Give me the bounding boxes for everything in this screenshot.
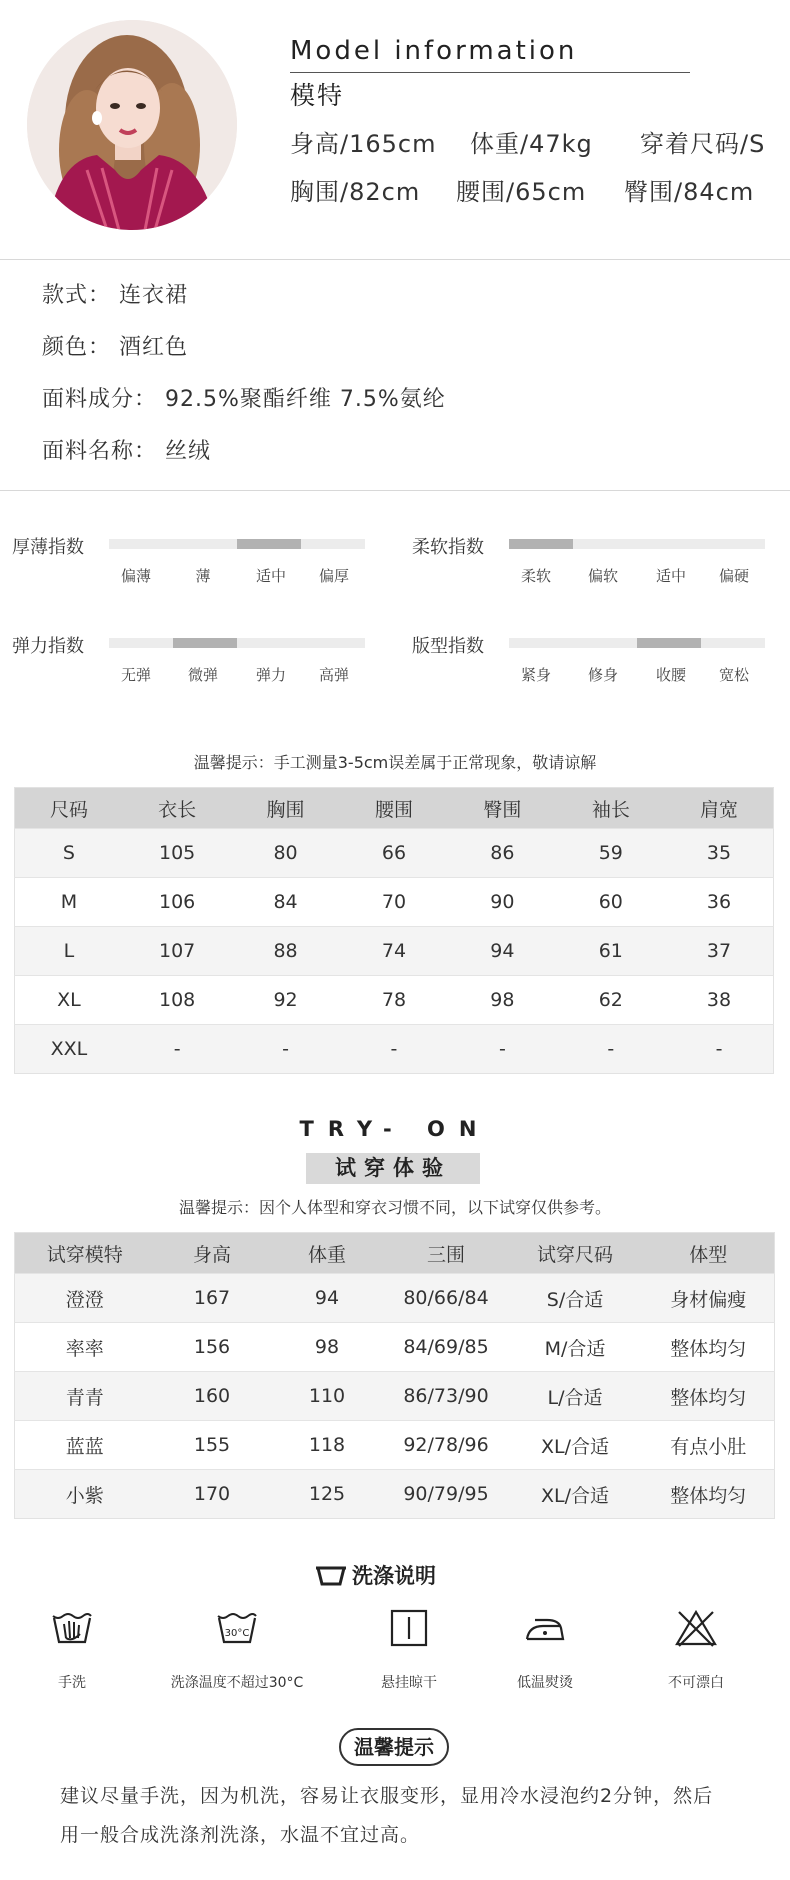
index-track [109, 638, 365, 648]
wash-item-label: 不可漂白 [668, 1675, 724, 1691]
table-cell: 92 [231, 976, 339, 1025]
table-cell: 62 [557, 976, 665, 1025]
table-cell: S [15, 829, 123, 878]
table-cell: XL [15, 976, 123, 1025]
column-header: 体型 [643, 1233, 775, 1274]
table-cell: L [15, 927, 123, 976]
table-row [15, 1025, 774, 1074]
index-option: 无弹 [120, 666, 152, 684]
product-style: 款式： 连衣裙 [42, 283, 188, 308]
table-cell: - [340, 1025, 448, 1074]
wash-item-hand-wash [0, 1608, 157, 1692]
column-header: 胸围 [231, 788, 339, 829]
index-option: 薄 [195, 567, 211, 585]
table-cell: 92/78/96 [385, 1421, 508, 1470]
product-color: 颜色： 酒红色 [42, 335, 188, 360]
column-header: 尺码 [15, 788, 123, 829]
wash-item-low-iron [460, 1608, 630, 1692]
model-photo-illustration [27, 20, 237, 230]
index-label: 版型指数 [412, 636, 484, 657]
table-cell: 整体均匀 [643, 1470, 775, 1519]
tryon-table-header [15, 1233, 775, 1274]
product-fabric-name: 面料名称： 丝绒 [42, 439, 211, 464]
tryon-title-cn: 试穿体验 [306, 1153, 480, 1184]
table-cell: 106 [123, 878, 231, 927]
column-header: 体重 [270, 1233, 385, 1274]
wash-title-text: 洗涤说明 [352, 1564, 436, 1588]
index-selected-marker [637, 638, 701, 648]
table-cell: XL/合适 [508, 1421, 643, 1470]
table-cell: 整体均匀 [643, 1323, 775, 1372]
table-row [15, 1470, 775, 1519]
index-option: 偏硬 [718, 567, 750, 585]
table-cell: 澄澄 [15, 1274, 155, 1323]
table-cell: 94 [448, 927, 556, 976]
index-option: 宽松 [718, 666, 750, 684]
tryon-tip: 温馨提示：因个人体型和穿衣习惯不同，以下试穿仅供参考。 [178, 1198, 611, 1217]
index-option: 偏软 [587, 567, 619, 585]
wash-temp-icon-text: 30°C [224, 1628, 250, 1639]
size-table [14, 787, 774, 1074]
table-cell: 94 [270, 1274, 385, 1323]
index-selected-marker [509, 539, 573, 549]
table-cell: 108 [123, 976, 231, 1025]
model-info-section [0, 0, 790, 258]
wash-item-no-bleach [611, 1608, 781, 1692]
size-table-header [15, 788, 774, 829]
table-cell: 105 [123, 829, 231, 878]
table-cell: 59 [557, 829, 665, 878]
table-cell: M [15, 878, 123, 927]
index-option: 高弹 [318, 666, 350, 684]
index-selected-marker [173, 638, 237, 648]
index-label: 柔软指数 [412, 537, 484, 558]
column-header: 身高 [155, 1233, 270, 1274]
index-option: 偏厚 [318, 567, 350, 585]
table-row [15, 1421, 775, 1470]
table-cell: 80/66/84 [385, 1274, 508, 1323]
wash-title [316, 1560, 436, 1590]
table-row [15, 829, 774, 878]
table-cell: 70 [340, 878, 448, 927]
table-row [15, 1372, 775, 1421]
column-header: 试穿模特 [15, 1233, 155, 1274]
model-waist: 腰围/65cm [456, 178, 587, 206]
wash-basin-icon [316, 1563, 346, 1587]
table-cell: L/合适 [508, 1372, 643, 1421]
table-cell: 35 [665, 829, 773, 878]
model-hip: 臀围/84cm [624, 178, 755, 206]
table-cell: - [665, 1025, 773, 1074]
size-table-body [15, 829, 774, 1074]
column-header: 试穿尺码 [508, 1233, 643, 1274]
index-option: 柔软 [520, 567, 552, 585]
size-table-tip: 温馨提示：手工测量3-5cm误差属于正常现象，敬请谅解 [193, 753, 597, 772]
table-cell: 身材偏瘦 [643, 1274, 775, 1323]
tryon-table [14, 1232, 775, 1519]
wash-item-label: 悬挂晾干 [381, 1675, 437, 1691]
table-cell: 84/69/85 [385, 1323, 508, 1372]
model-height: 身高/165cm [290, 130, 437, 158]
wash-item-label: 洗涤温度不超过30°C [170, 1675, 304, 1691]
table-cell: 107 [123, 927, 231, 976]
table-cell: 155 [155, 1421, 270, 1470]
table-cell: XL/合适 [508, 1470, 643, 1519]
table-cell: 率率 [15, 1323, 155, 1372]
wash-temp-icon [215, 1608, 259, 1648]
table-cell: 90 [448, 878, 556, 927]
table-cell: 36 [665, 878, 773, 927]
index-label: 弹力指数 [12, 636, 84, 657]
table-cell: 84 [231, 878, 339, 927]
product-fabric: 面料成分： 92.5%聚酯纤维 7.5%氨纶 [42, 387, 446, 412]
index-option: 偏薄 [120, 567, 152, 585]
table-cell: 78 [340, 976, 448, 1025]
table-row [15, 878, 774, 927]
warm-tip-title: 温馨提示 [339, 1728, 449, 1766]
table-cell: - [557, 1025, 665, 1074]
index-selected-marker [237, 539, 301, 549]
tryon-title-en: TRY- ON [299, 1117, 491, 1141]
table-cell: 80 [231, 829, 339, 878]
table-cell: M/合适 [508, 1323, 643, 1372]
model-title-en: Model information [290, 36, 578, 66]
index-option: 微弹 [187, 666, 219, 684]
index-track [509, 638, 765, 648]
model-avatar [27, 20, 237, 230]
index-option: 弹力 [255, 666, 287, 684]
wash-item-label: 低温熨烫 [517, 1675, 573, 1691]
table-cell: 38 [665, 976, 773, 1025]
table-cell: 整体均匀 [643, 1372, 775, 1421]
table-cell: 88 [231, 927, 339, 976]
table-cell: - [448, 1025, 556, 1074]
table-cell: 98 [270, 1323, 385, 1372]
no-bleach-icon [674, 1608, 718, 1648]
table-cell: 98 [448, 976, 556, 1025]
table-row [15, 1274, 775, 1323]
index-track [509, 539, 765, 549]
table-cell: 90/79/95 [385, 1470, 508, 1519]
model-size: 穿着尺码/S [640, 130, 766, 158]
column-header: 袖长 [557, 788, 665, 829]
wash-item-label: 手洗 [58, 1675, 86, 1691]
model-title-rule [290, 72, 690, 73]
hand-wash-icon [50, 1608, 94, 1648]
divider [0, 259, 790, 260]
table-cell: 60 [557, 878, 665, 927]
table-cell: 74 [340, 927, 448, 976]
table-cell: 86/73/90 [385, 1372, 508, 1421]
column-header: 衣长 [123, 788, 231, 829]
table-cell: 有点小肚 [643, 1421, 775, 1470]
column-header: 肩宽 [665, 788, 773, 829]
table-cell: XXL [15, 1025, 123, 1074]
model-title-cn: 模特 [290, 81, 345, 110]
warm-tip-line-2: 用一般合成洗涤剂洗涤，水温不宜过高。 [60, 1824, 421, 1846]
index-track [109, 539, 365, 549]
low-iron-icon [523, 1608, 567, 1648]
tryon-table-body [15, 1274, 775, 1519]
wash-item-temp [152, 1608, 322, 1692]
model-bust: 胸围/82cm [290, 178, 421, 206]
table-cell: 125 [270, 1470, 385, 1519]
index-option: 修身 [587, 666, 619, 684]
table-cell: 156 [155, 1323, 270, 1372]
table-cell: 66 [340, 829, 448, 878]
table-row [15, 927, 774, 976]
column-header: 臀围 [448, 788, 556, 829]
table-cell: 61 [557, 927, 665, 976]
table-cell: S/合适 [508, 1274, 643, 1323]
table-cell: 170 [155, 1470, 270, 1519]
column-header: 三围 [385, 1233, 508, 1274]
index-option: 紧身 [520, 666, 552, 684]
table-row [15, 976, 774, 1025]
table-cell: 蓝蓝 [15, 1421, 155, 1470]
table-cell: 167 [155, 1274, 270, 1323]
index-label: 厚薄指数 [12, 537, 84, 558]
index-option: 收腰 [655, 666, 687, 684]
table-cell: 小紫 [15, 1470, 155, 1519]
model-weight: 体重/47kg [470, 130, 593, 158]
index-option: 适中 [655, 567, 687, 585]
table-cell: 118 [270, 1421, 385, 1470]
divider [0, 490, 790, 491]
column-header: 腰围 [340, 788, 448, 829]
table-cell: - [123, 1025, 231, 1074]
hang-dry-icon [387, 1608, 431, 1648]
table-cell: - [231, 1025, 339, 1074]
warm-tip-line-1: 建议尽量手洗，因为机洗，容易让衣服变形，显用冷水浸泡约2分钟，然后 [60, 1785, 714, 1807]
table-cell: 青青 [15, 1372, 155, 1421]
table-row [15, 1323, 775, 1372]
table-cell: 160 [155, 1372, 270, 1421]
table-cell: 110 [270, 1372, 385, 1421]
table-cell: 86 [448, 829, 556, 878]
table-cell: 37 [665, 927, 773, 976]
index-option: 适中 [255, 567, 287, 585]
